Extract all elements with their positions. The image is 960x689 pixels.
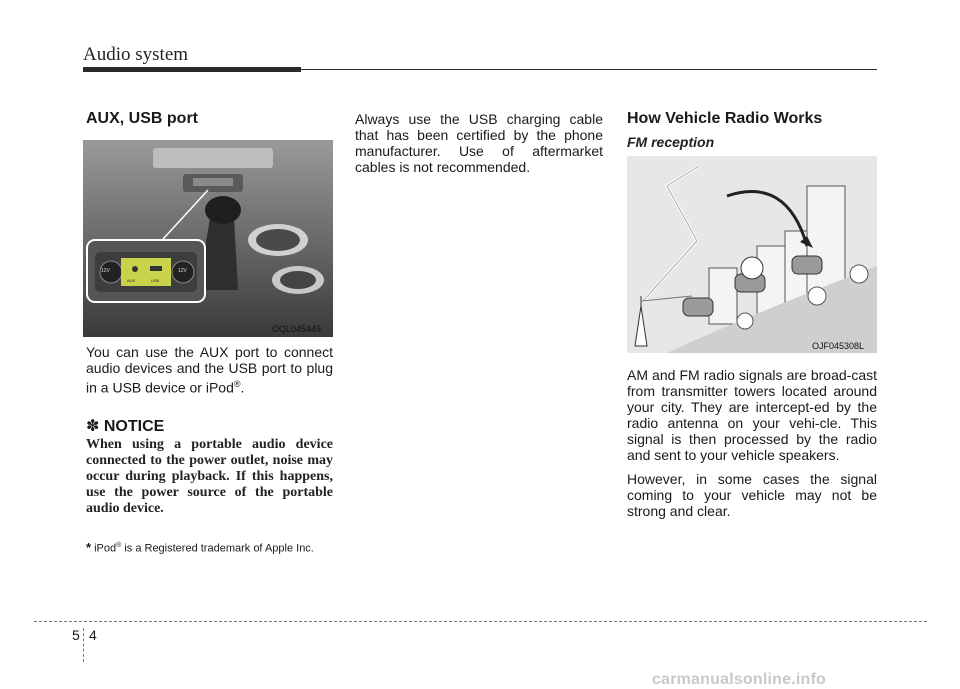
footnote-pre: iPod (94, 542, 117, 555)
page-number: 4 (89, 627, 97, 643)
radio-body (627, 367, 877, 527)
watermark: carmanualsonline.info (652, 671, 827, 688)
page-header-title: Audio system (83, 44, 189, 65)
aux-body-end: . (240, 379, 245, 396)
aux-body-text: You can use the AUX port to connect audio devices and the USB port to plug in a USB device or iPod (86, 344, 333, 396)
header-rule-thin (301, 69, 877, 70)
usb-cable-body: Always use the USB charging cable that has been certified by the phone manufacturer. Use of aftermarket cables is not recommended. (355, 111, 603, 175)
notice-title: NOTICE (103, 418, 165, 435)
radio-paragraph-1: AM and FM radio signals are broad-cast from transmitter towers located around your city. They are intercept-ed by the radio antenna on your vehi-cle. This signal is then processed by the radio and sent to your vehicle speakers. (627, 367, 877, 463)
aux-usb-body (86, 344, 333, 396)
footnote (86, 538, 333, 557)
radio-paragraph-2: However, in some cases the signal coming to your vehicle may not be strong and clear. (627, 471, 877, 519)
socket-label-left: 12V (101, 268, 110, 274)
socket-label-right: 12V (178, 268, 187, 274)
notice-heading (86, 416, 164, 436)
section-number: 5 (72, 627, 80, 643)
notice-body: When using a portable audio device connected to the power outlet, noise may occur during playback. If this happens, use the power source of the portable audio device. (86, 437, 333, 516)
aux-label: AUX (127, 278, 136, 283)
fm-reception-illustration (627, 156, 877, 353)
aux-usb-port-photo (83, 140, 333, 337)
fm-illustration-svg (627, 156, 877, 353)
registered-mark: ® (233, 379, 241, 389)
page-number-divider (83, 628, 84, 662)
footnote-star: * (86, 539, 92, 555)
fm-reception-heading: FM reception (627, 134, 715, 150)
footnote-post: is a Registered trademark of Apple Inc. (121, 542, 314, 555)
usb-label: USB (151, 278, 160, 283)
notice-symbol: ✽ (86, 418, 100, 435)
header-rule-thick (83, 67, 301, 72)
image-caption-radio: OJF045308L (812, 341, 865, 351)
console-illustration (83, 140, 333, 337)
vehicle-radio-heading: How Vehicle Radio Works (627, 110, 823, 127)
footnote-registered: ® (116, 542, 122, 549)
image-caption: OQL045449 (272, 324, 322, 334)
footer-dashed-rule (34, 621, 927, 622)
aux-usb-heading: AUX, USB port (86, 110, 198, 127)
